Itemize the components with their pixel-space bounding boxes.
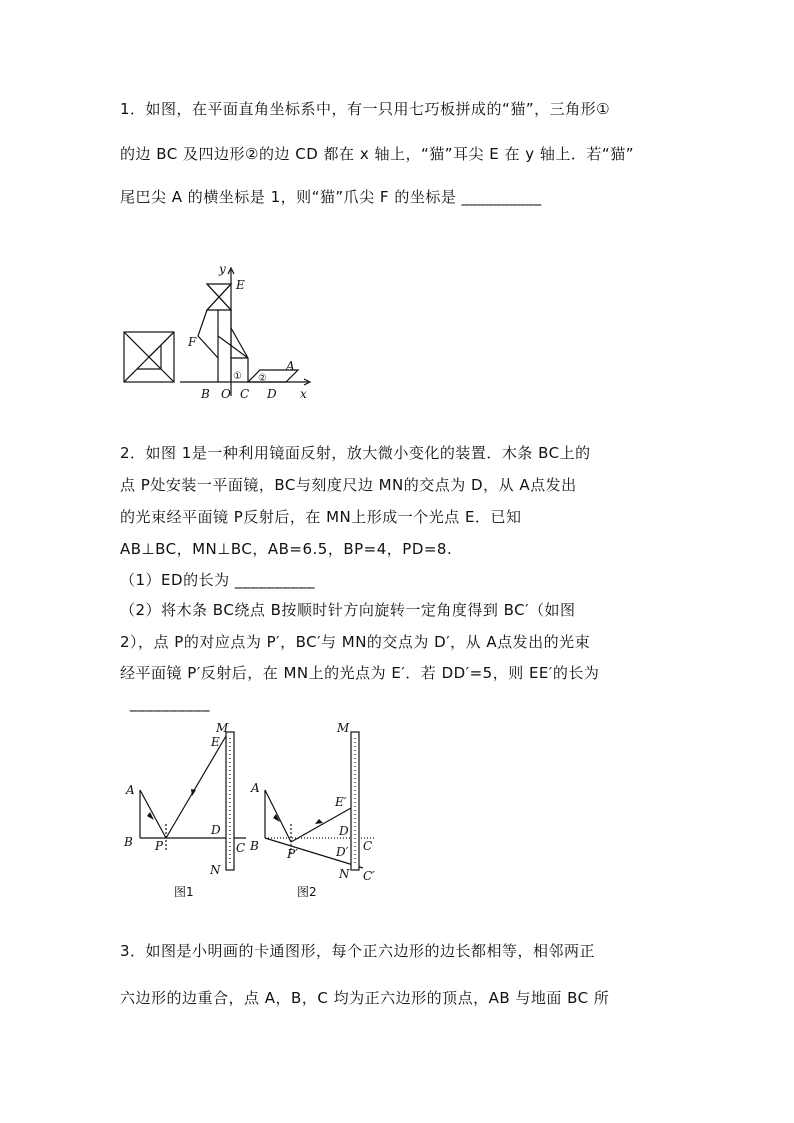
q1-label-triangle-1: ①: [233, 371, 242, 382]
fig2-label-C-prime: C′: [363, 869, 375, 883]
q2-line-1: 2．如图 1是一种利用镜面反射，放大微小变化的装置．木条 BC上的: [120, 444, 591, 462]
fig1-label-N: N: [210, 863, 221, 877]
q1-line-1: 1．如图，在平面直角坐标系中，有一只用七巧板拼成的“猫”，三角形①: [120, 100, 611, 118]
q2-line-5: （1）ED的长为 __________: [120, 571, 315, 589]
fig1-label-A: A: [126, 783, 135, 797]
q1-label-D: D: [267, 387, 277, 401]
q1-cat-tangram-figure: [118, 258, 318, 404]
fig2-label-A: A: [251, 781, 260, 795]
q2-figure-1: [118, 720, 253, 902]
fig2-label-E-prime: E′: [335, 795, 347, 809]
q1-label-A: A: [286, 359, 295, 373]
q2-line-9: __________: [130, 694, 210, 712]
fig1-label-C: C: [236, 841, 246, 855]
q2-line-7: 2），点 P的对应点为 P′，BC′与 MN的交点为 D′，从 A点发出的光束: [120, 633, 591, 651]
fig2-label-N: N: [339, 867, 350, 881]
q2-line-2: 点 P处安装一平面镜，BC与刻度尺边 MN的交点为 D，从 A点发出: [120, 476, 577, 494]
q2-line-6: （2）将木条 BC绕点 B按顺时针方向旋转一定角度得到 BC′（如图: [120, 601, 576, 619]
fig2-label-D: D: [339, 824, 349, 838]
fig2-label-P-prime: P′: [287, 847, 298, 861]
fig1-caption: 图1: [174, 885, 194, 899]
q2-figure-2: [245, 720, 385, 902]
q1-label-y: y: [219, 262, 226, 276]
fig1-label-P: P: [155, 839, 164, 853]
fig1-label-D: D: [211, 823, 221, 837]
q3-line-1: 3．如图是小明画的卡通图形，每个正六边形的边长都相等，相邻两正: [120, 942, 596, 960]
fig2-caption: 图2: [297, 885, 317, 899]
fig2-label-B: B: [250, 839, 259, 853]
fig2-label-D-prime: D′: [336, 845, 349, 859]
q1-line-3: 尾巴尖 A 的横坐标是 1，则“猫”爪尖 F 的坐标是 __________: [120, 188, 542, 206]
fig1-label-M: M: [216, 721, 229, 735]
q1-label-O: O: [221, 387, 231, 401]
q1-label-x: x: [300, 387, 307, 401]
q2-line-8: 经平面镜 P′反射后，在 MN上的光点为 E′．若 DD′=5，则 EE′的长为: [120, 664, 600, 682]
fig2-label-C: C: [363, 839, 373, 853]
q1-label-F: F: [188, 335, 197, 349]
q1-line-2: 的边 BC 及四边形②的边 CD 都在 x 轴上，“猫”耳尖 E 在 y 轴上．若“猫”: [120, 145, 634, 163]
fig2-label-M: M: [337, 721, 350, 735]
fig1-label-E: E: [211, 735, 220, 749]
q1-label-C: C: [240, 387, 250, 401]
fig1-label-B: B: [124, 835, 133, 849]
q1-label-B: B: [201, 387, 210, 401]
q2-line-3: 的光束经平面镜 P反射后，在 MN上形成一个光点 E．已知: [120, 508, 522, 526]
q3-line-2: 六边形的边重合，点 A，B，C 均为正六边形的顶点，AB 与地面 BC 所: [120, 989, 610, 1007]
q2-line-4: AB⊥BC，MN⊥BC，AB=6.5，BP=4，PD=8.: [120, 540, 453, 558]
q1-label-quad-2: ②: [258, 373, 267, 384]
q1-label-E: E: [236, 278, 245, 292]
